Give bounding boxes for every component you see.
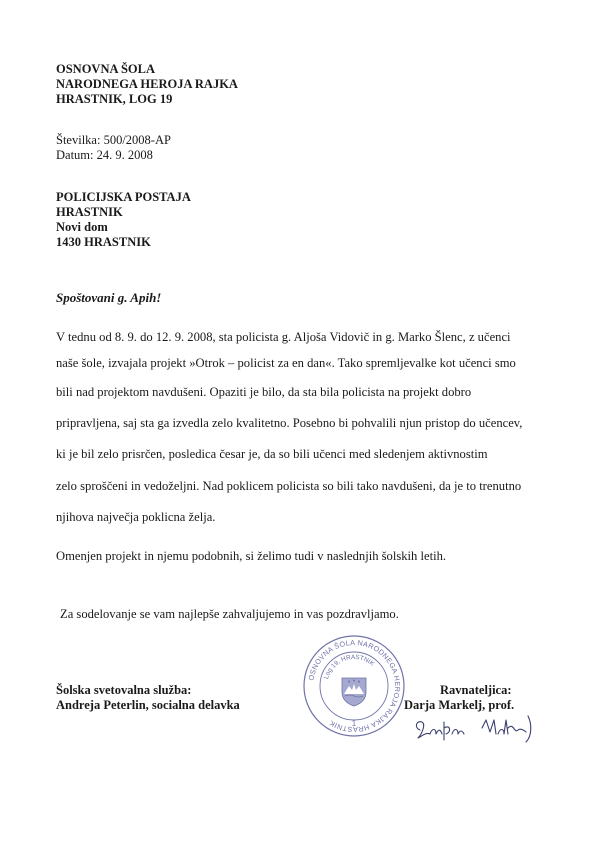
body-line: pripravljena, saj sta ga izvedla zelo kvalitetno. Posebno bi pohvalili njun pristop do učencev, (56, 416, 523, 430)
sender-line-3: HRASTNIK, LOG 19 (56, 92, 173, 106)
closing-paragraph: Za sodelovanje se vam najlepše zahvaljujemo in vas pozdravljamo. (60, 607, 399, 621)
recipient-line-3: Novi dom (56, 220, 108, 234)
handwritten-signature (408, 708, 544, 748)
recipient-line-2: HRASTNIK (56, 205, 123, 219)
signature-left-name: Andreja Peterlin, socialna delavka (56, 698, 240, 712)
body-paragraph-2: Omenjen projekt in njemu podobnih, si želimo tudi v naslednjih šolskih letih. (56, 549, 447, 563)
body-line: bili nad projektom navdušeni. Opaziti je bilo, da sta bila policista na projekt dobro (56, 385, 472, 399)
recipient-line-4: 1430 HRASTNIK (56, 235, 151, 249)
stamp-ring-text: OSNOVNA ŠOLA NARODNEGA HEROJA RAJKA HRASTNIK (306, 637, 403, 735)
coat-of-arms-icon (342, 678, 366, 706)
recipient-line-1: POLICIJSKA POSTAJA (56, 190, 191, 204)
signature-right-title: Ravnateljica: (440, 683, 512, 697)
sender-line-1: OSNOVNA ŠOLA (56, 62, 155, 76)
signature-left-title: Šolska svetovalna služba: (56, 683, 192, 697)
body-line: njihova največja poklicna želja. (56, 510, 216, 524)
stamp-inner-text: Log 19, HRASTNIK (323, 653, 376, 680)
sender-line-2: NARODNEGA HEROJA RAJKA (56, 77, 238, 91)
stamp-number: 1 (351, 719, 357, 728)
reference-number: Številka: 500/2008-AP (56, 133, 171, 147)
greeting: Spoštovani g. Apih! (56, 290, 162, 305)
body-line: zelo sproščeni in vedoželjni. Nad poklicem policista so bili tako navdušeni, da je to trenutno (56, 479, 522, 493)
body-line: ki je bil zelo prisrčen, posledica česar je, da so bili učenci med sledenjem aktivnostim (56, 447, 488, 461)
body-line: naše šole, izvajala projekt »Otrok – policist za en dan«. Tako spremljevalke kot učenci smo (56, 356, 516, 370)
svg-text:Log 19, HRASTNIK (323, 654, 376, 680)
school-stamp (302, 634, 406, 738)
reference-date: Datum: 24. 9. 2008 (56, 148, 153, 162)
body-line: V tednu od 8. 9. do 12. 9. 2008, sta policista g. Aljoša Vidovič in g. Marko Šlenc, z učenci (56, 330, 511, 344)
signature-right-name: Darja Markelj, prof. (404, 698, 515, 712)
